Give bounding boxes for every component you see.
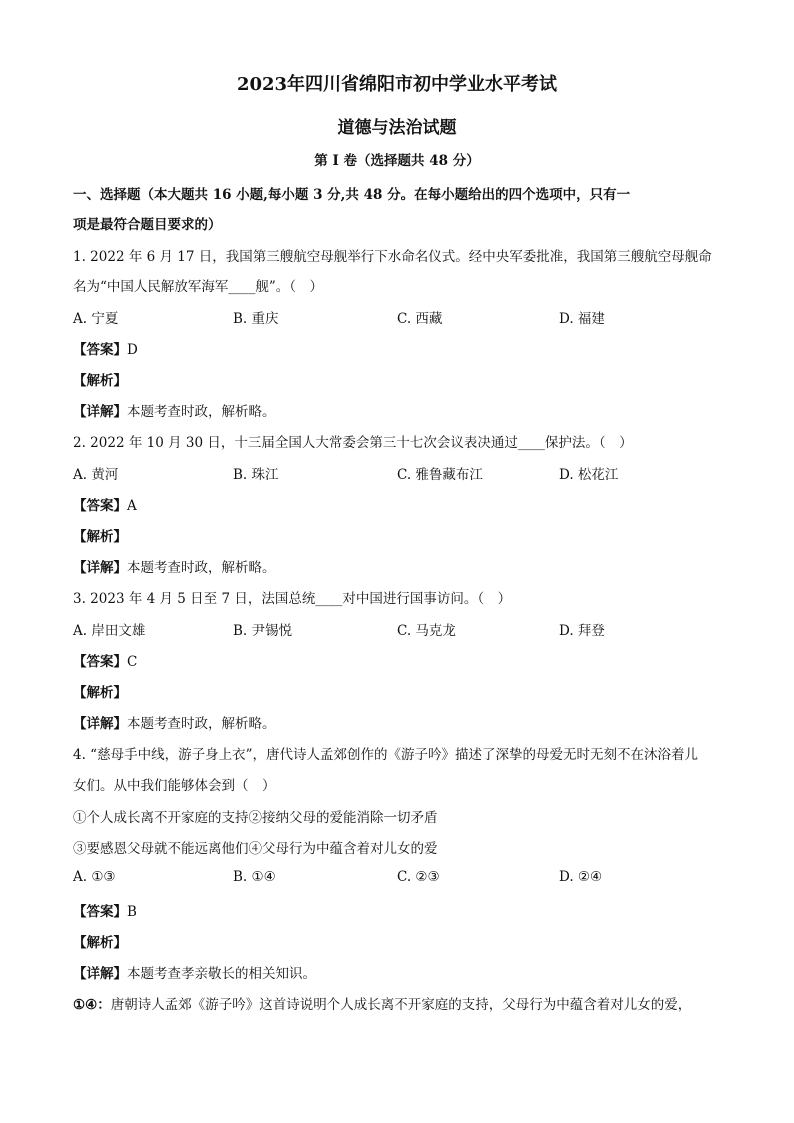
answer-value: C: [127, 654, 138, 670]
q1-detail: [73, 400, 276, 420]
detail-text: 本题考查时政，解析略。: [127, 404, 276, 420]
q1-answer: [73, 338, 138, 358]
q3-detail: [73, 712, 276, 732]
q1-stem-line2: 名为“中国人民解放军海军____舰”。（ ）: [73, 279, 324, 295]
q4-option-c: C. ②③: [397, 869, 440, 885]
q3-stem-line1: 3. 2023 年 4 月 5 日至 7 日，法国总统____对中国进行国事访问。（ ）: [73, 591, 512, 607]
q3-analysis-label: 【解析】: [73, 685, 127, 701]
q1-stem-line1: 1. 2022 年 6 月 17 日，我国第三艘航空母舰举行下水命名仪式。经中央军委批准，我国第三艘航空母舰命: [73, 249, 712, 265]
q1-option-c: C. 西藏: [397, 311, 443, 327]
q2-option-c: C. 雅鲁藏布江: [397, 467, 483, 483]
q1-analysis-label: 【解析】: [73, 373, 127, 389]
answer-value: D: [127, 342, 138, 358]
q2-detail: [73, 556, 276, 576]
detail-text: 本题考查时政，解析略。: [127, 716, 276, 732]
q3-option-c: C. 马克龙: [397, 623, 456, 639]
exam-title: 2023年四川省绵阳市初中学业水平考试: [236, 74, 558, 95]
q4-explanation: [73, 993, 691, 1013]
q3-option-d: D. 拜登: [559, 623, 605, 639]
answer-label: 【答案】: [73, 498, 127, 514]
q1-option-d: D. 福建: [559, 311, 605, 327]
detail-text: 本题考查孝亲敬长的相关知识。: [127, 966, 316, 982]
detail-label: 【详解】: [73, 560, 127, 576]
q3-answer: [73, 650, 137, 670]
q4-statement-line1: ①个人成长离不开家庭的支持②接纳父母的爱能消除一切矛盾: [73, 810, 438, 826]
q4-statement-line2: ③要感恩父母就不能远离他们④父母行为中蕴含着对儿女的爱: [73, 841, 438, 857]
q2-answer: [73, 494, 137, 514]
q4-stem-line1: 4. “慈母手中线，游子身上衣”，唐代诗人孟郊创作的《游子吟》描述了深挚的母爱无时无刻不在沐浴着儿: [73, 747, 698, 763]
q4-detail: [73, 962, 316, 982]
answer-label: 【答案】: [73, 904, 127, 920]
q4-option-b: B. ①④: [233, 869, 276, 885]
explain-label: ①④：: [73, 997, 111, 1013]
q4-analysis-label: 【解析】: [73, 935, 127, 951]
q4-option-a: A. ①③: [73, 869, 116, 885]
section-instruction-line2: 项是最符合题目要求的）: [73, 217, 222, 233]
q3-option-a: A. 岸田文雄: [73, 623, 146, 639]
detail-label: 【详解】: [73, 716, 127, 732]
answer-label: 【答案】: [73, 342, 127, 358]
q1-option-a: A. 宁夏: [73, 311, 119, 327]
q2-option-b: B. 珠江: [233, 467, 279, 483]
q1-option-b: B. 重庆: [233, 311, 279, 327]
q2-stem-line1: 2. 2022 年 10 月 30 日，十三届全国人大常委会第三十七次会议表决通过____保护法。（ ）: [73, 435, 633, 451]
q2-analysis-label: 【解析】: [73, 529, 127, 545]
section-instruction-line1: 一、选择题（本大题共 16 小题,每小题 3 分,共 48 分。在每小题给出的四个选项中，只有一: [73, 187, 631, 203]
detail-label: 【详解】: [73, 404, 127, 420]
q4-stem-line2: 女们。从中我们能够体会到（ ）: [73, 778, 276, 794]
detail-text: 本题考查时政，解析略。: [127, 560, 276, 576]
q3-option-b: B. 尹锡悦: [233, 623, 293, 639]
q4-option-d: D. ②④: [559, 869, 603, 885]
answer-label: 【答案】: [73, 654, 127, 670]
answer-value: A: [127, 498, 137, 514]
volume-title: 第 I 卷（选择题共 48 分）: [314, 153, 480, 169]
detail-label: 【详解】: [73, 966, 127, 982]
q2-option-d: D. 松花江: [559, 467, 619, 483]
q2-option-a: A. 黄河: [73, 467, 119, 483]
answer-value: B: [127, 904, 137, 920]
subject-title: 道德与法治试题: [337, 118, 457, 138]
explain-text: 唐朝诗人孟郊《游子吟》这首诗说明个人成长离不开家庭的支持，父母行为中蕴含着对儿女的爱，: [110, 997, 692, 1013]
q4-answer: [73, 900, 137, 920]
